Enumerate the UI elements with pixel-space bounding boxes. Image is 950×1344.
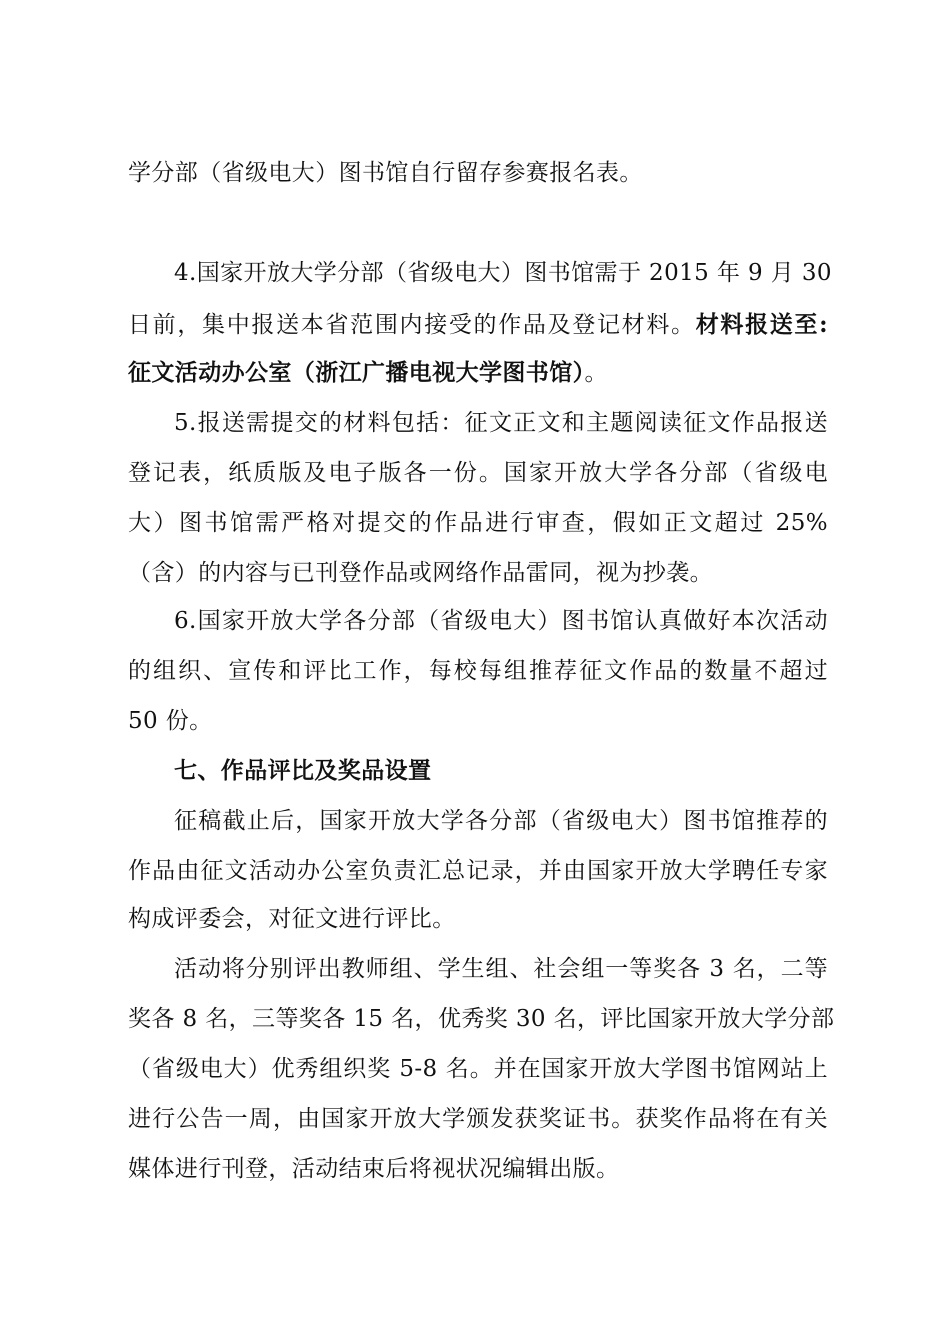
continuation-line: 学分部（省级电大）图书馆自行留存参赛报名表。 <box>128 160 643 186</box>
item4-line2-text: 日前，集中报送本省范围内接受的作品及登记材料。 <box>128 312 696 338</box>
item4-office-name: 征文活动办公室（浙江广播电视大学图书馆） <box>128 359 585 386</box>
section7-para2-line5: 媒体进行刊登，活动结束后将视状况编辑出版。 <box>128 1156 620 1182</box>
item6-line1: 6.国家开放大学各分部（省级电大）图书馆认真做好本次活动 <box>174 608 828 634</box>
section7-para2-line4: 进行公告一周，由国家开放大学颁发获奖证书。获奖作品将在有关 <box>128 1106 828 1132</box>
item4-line3 <box>128 358 828 388</box>
item4-deliver-to: 材料报送至: <box>695 311 829 338</box>
item5-line2: 登记表，纸质版及电子版各一份。国家开放大学各分部（省级电 <box>128 460 828 486</box>
section7-para1-line1: 征稿截止后，国家开放大学各分部（省级电大）图书馆推荐的 <box>174 808 828 834</box>
section7-para2-line1: 活动将分别评出教师组、学生组、社会组一等奖各 3 名，二等 <box>174 956 828 982</box>
item6-line3: 50 份。 <box>128 708 213 734</box>
item6-line2: 的组织、宣传和评比工作，每校每组推荐征文作品的数量不超过 <box>128 658 828 684</box>
item5-line3: 大）图书馆需严格对提交的作品进行审查，假如正文超过 25% <box>128 510 828 536</box>
section7-para2-line3: （省级电大）优秀组织奖 5-8 名。并在国家开放大学图书馆网站上 <box>128 1056 828 1082</box>
item5-line4: （含）的内容与已刊登作品或网络作品雷同，视为抄袭。 <box>128 560 713 586</box>
item4-line1: 4.国家开放大学分部（省级电大）图书馆需于 2015 年 9 月 30 <box>174 260 832 286</box>
item4-line2 <box>128 310 828 340</box>
section7-para1-line3: 构成评委会，对征文进行评比。 <box>128 906 456 932</box>
section7-heading: 七、作品评比及奖品设置 <box>174 757 432 784</box>
section7-para2-line2: 奖各 8 名，三等奖各 15 名，优秀奖 30 名，评比国家开放大学分部 <box>128 1006 835 1032</box>
item5-line1: 5.报送需提交的材料包括：征文正文和主题阅读征文作品报送 <box>174 410 828 436</box>
section7-para1-line2: 作品由征文活动办公室负责汇总记录，并由国家开放大学聘任专家 <box>128 858 828 884</box>
item4-line3-end: 。 <box>584 360 608 386</box>
